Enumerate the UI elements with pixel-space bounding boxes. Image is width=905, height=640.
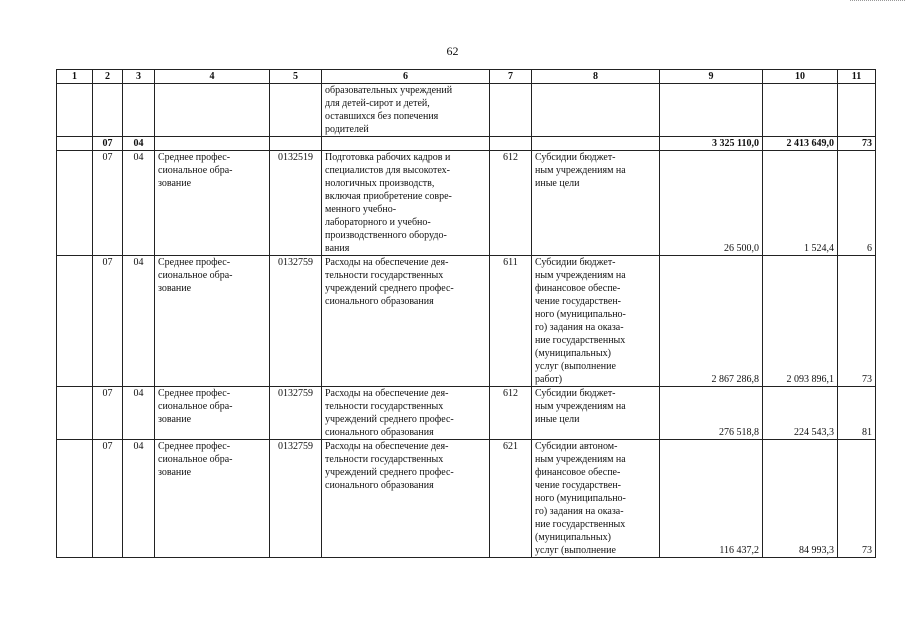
column-header: 8 [532, 70, 660, 84]
cell-col1 [57, 387, 93, 440]
cell-expense-type [532, 137, 660, 151]
cell-name: Среднее профес- сиональное обра- зование [155, 387, 270, 440]
cell-plan: 116 437,2 [660, 440, 763, 558]
column-header: 6 [322, 70, 490, 84]
cell-percent: 81 [838, 387, 876, 440]
cell-name: Среднее профес- сиональное обра- зование [155, 440, 270, 558]
cell-subsection: 04 [123, 137, 155, 151]
cell-col1 [57, 84, 93, 137]
cell-actual [763, 84, 838, 137]
cell-plan: 2 867 286,8 [660, 256, 763, 387]
column-header: 9 [660, 70, 763, 84]
cell-name [155, 137, 270, 151]
cell-expense-code: 612 [490, 387, 532, 440]
cell-target-code: 0132759 [270, 256, 322, 387]
table-row-subtotal [57, 137, 876, 151]
cell-purpose [322, 137, 490, 151]
cell-percent: 73 [838, 137, 876, 151]
cell-plan [660, 84, 763, 137]
cell-percent: 6 [838, 151, 876, 256]
cell-section: 07 [93, 151, 123, 256]
column-header: 3 [123, 70, 155, 84]
cell-purpose: Расходы на обеспечение дея- тельности государственных учреждений среднего профес- сионального образования [322, 387, 490, 440]
column-header: 2 [93, 70, 123, 84]
cell-name: Среднее профес- сиональное обра- зование [155, 151, 270, 256]
cell-subsection: 04 [123, 387, 155, 440]
cell-expense-code: 611 [490, 256, 532, 387]
table-row [57, 84, 876, 137]
cell-expense-type: Субсидии бюджет- ным учреждениям на иные цели [532, 387, 660, 440]
cell-percent: 73 [838, 440, 876, 558]
cell-plan: 276 518,8 [660, 387, 763, 440]
cell-subsection: 04 [123, 440, 155, 558]
cell-section: 07 [93, 256, 123, 387]
cell-expense-code [490, 137, 532, 151]
cell-target-code: 0132759 [270, 440, 322, 558]
cell-section: 07 [93, 387, 123, 440]
cell-percent: 73 [838, 256, 876, 387]
cell-subsection: 04 [123, 151, 155, 256]
cell-name [155, 84, 270, 137]
cell-expense-code: 621 [490, 440, 532, 558]
cell-section: 07 [93, 440, 123, 558]
cell-col1 [57, 151, 93, 256]
cell-name: Среднее профес- сиональное обра- зование [155, 256, 270, 387]
cell-col1 [57, 256, 93, 387]
cell-actual: 84 993,3 [763, 440, 838, 558]
column-header: 4 [155, 70, 270, 84]
corner-mark [850, 0, 905, 4]
budget-table [56, 69, 876, 558]
header-row [57, 70, 876, 84]
cell-subsection [123, 84, 155, 137]
cell-col1 [57, 440, 93, 558]
cell-expense-type: Субсидии автоном- ным учреждениям на финансовое обеспе- чение государствен- ного (муниципально- го) задания на оказа- ние государственных (муниципальных) услуг (выполнение [532, 440, 660, 558]
column-header: 11 [838, 70, 876, 84]
cell-section [93, 84, 123, 137]
cell-target-code [270, 84, 322, 137]
cell-section: 07 [93, 137, 123, 151]
cell-plan: 26 500,0 [660, 151, 763, 256]
cell-actual: 2 413 649,0 [763, 137, 838, 151]
cell-purpose: Подготовка рабочих кадров и специалистов для высокотех- нологичных производств, включая приобретение совре- менного учебно- лабораторного и учебно- производственного оборудо- вания [322, 151, 490, 256]
page-number: 62 [446, 44, 459, 58]
cell-percent [838, 84, 876, 137]
cell-expense-type [532, 84, 660, 137]
cell-purpose: Расходы на обеспечение дея- тельности государственных учреждений среднего профес- сионального образования [322, 256, 490, 387]
cell-target-code: 0132759 [270, 387, 322, 440]
table-row [57, 256, 876, 387]
cell-target-code: 0132519 [270, 151, 322, 256]
column-header: 10 [763, 70, 838, 84]
cell-col1 [57, 137, 93, 151]
column-header: 5 [270, 70, 322, 84]
cell-expense-type: Субсидии бюджет- ным учреждениям на иные цели [532, 151, 660, 256]
table-row [57, 151, 876, 256]
cell-plan: 3 325 110,0 [660, 137, 763, 151]
cell-subsection: 04 [123, 256, 155, 387]
cell-actual: 224 543,3 [763, 387, 838, 440]
table-row [57, 440, 876, 558]
cell-target-code [270, 137, 322, 151]
cell-actual: 2 093 896,1 [763, 256, 838, 387]
cell-expense-code [490, 84, 532, 137]
cell-expense-code: 612 [490, 151, 532, 256]
table-row [57, 387, 876, 440]
cell-purpose: образовательных учреждений для детей-сирот и детей, оставшихся без попечения родителей [322, 84, 490, 137]
column-header: 7 [490, 70, 532, 84]
cell-actual: 1 524,4 [763, 151, 838, 256]
column-header: 1 [57, 70, 93, 84]
cell-expense-type: Субсидии бюджет- ным учреждениям на финансовое обеспе- чение государствен- ного (муниципально- го) задания на оказа- ние государственных (муниципальных) услуг (выполнение работ) [532, 256, 660, 387]
cell-purpose: Расходы на обеспечение дея- тельности государственных учреждений среднего профес- сионального образования [322, 440, 490, 558]
